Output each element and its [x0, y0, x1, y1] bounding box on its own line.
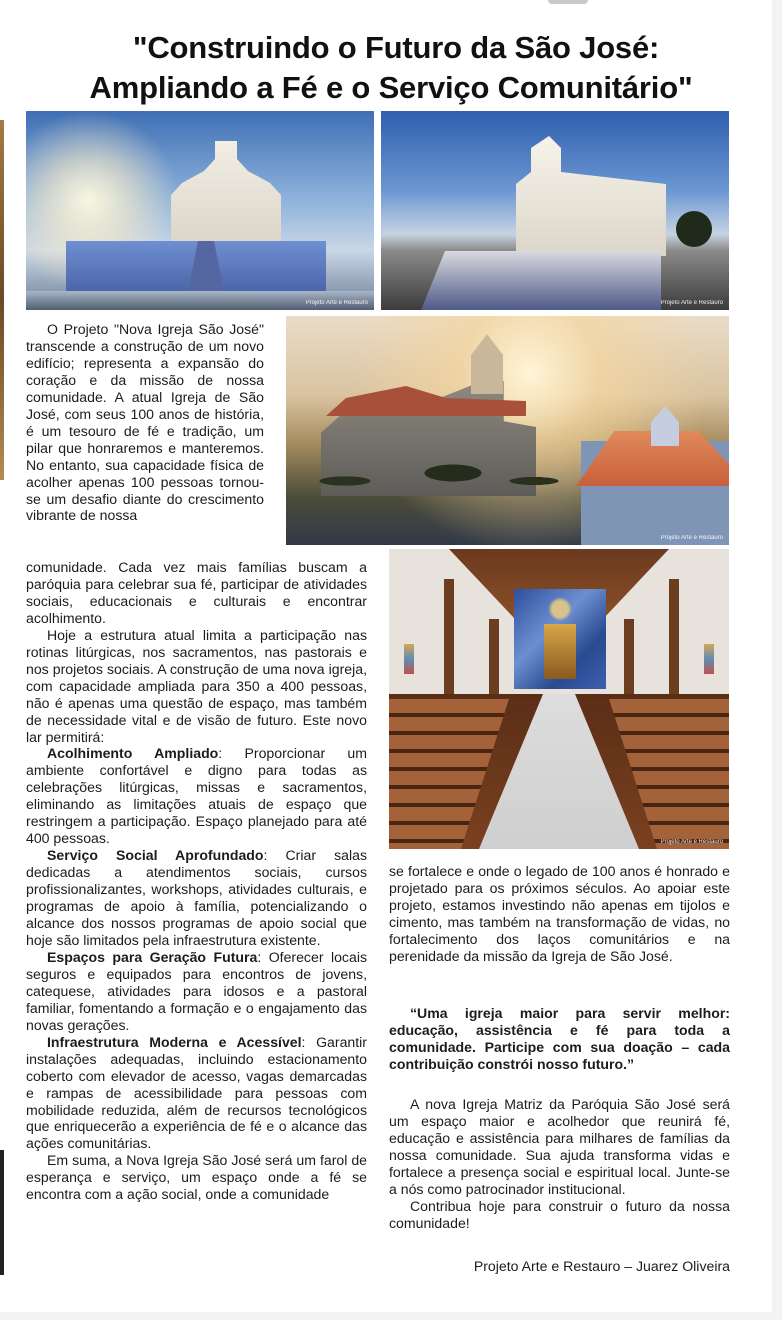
paragraph-suma-continued: se fortalece e onde o legado de 100 anos é honrado e projetado para os próximos séculos. Ao apoiar este projeto, estamos investindo não apenas em tijolos e cimento, mas também na transformação de vidas, no fortalecimento dos laços comunitários e na perenidade da missão da Igreja de São José. [389, 863, 730, 964]
item-heading: Espaços para Geração Futura [47, 948, 258, 965]
item-heading: Serviço Social Aprofundado [47, 847, 264, 864]
tree-shape [676, 211, 712, 247]
intro-text: O Projeto "Nova Igreja São José" transcende a construção de um novo edifício; representa a expansão do coração e da missão de nossa comunidade. A atual Igreja de São José, com seus 100 anos de história, é um tesouro de fé e tradição, um pilar que honraremos e manteremos. No entanto, sua capacidade física de acolher apenas 100 pessoas tornou-se um desafio diante do crescimento vibrante de nossa [26, 321, 264, 524]
stained-glass-shape [704, 644, 714, 674]
column-shape [489, 619, 499, 699]
item-servico-social [26, 847, 367, 949]
image-watermark: Projeto Arte e Restauro [305, 300, 368, 306]
item-text: : Proporcionar um ambiente confortável e digno para todas as celebrações litúrgicas, missas e sacramentos, eliminando as limitações atuais de espaço que restringem a participação. Espaço planejado para até 400 pessoas. [26, 745, 367, 847]
right-column-text [389, 863, 730, 965]
paragraph-contribua: Contribua hoje para construir o futuro da nossa comunidade! [389, 1197, 730, 1231]
palm-trees-shape [291, 441, 561, 521]
item-heading: Infraestrutura Moderna e Acessível [47, 1033, 302, 1050]
item-acolhimento [26, 745, 367, 847]
church-sunset-render-image [286, 316, 729, 545]
church-side-render-image [381, 111, 729, 310]
item-espacos [26, 949, 367, 1034]
item-text: : Garantir instalações adequadas, incluindo estacionamento coberto com elevador de acesso, vagas demarcadas e rampas de acessibilidade para pessoas com mobilidade reduzida, além de recursos tecnológicos que enriquecerão a experiência de fé e o alcance das ações comunitárias. [26, 1033, 367, 1152]
paragraph-hoje: Hoje a estrutura atual limita a participação nas rotinas litúrgicas, nos sacramentos, nas pastorais e nos projetos sociais. A construção de uma nova igreja, com capacidade ampliada para 350 a 400 pessoas, não é apenas uma questão de espaço, mas também de necessidade vital e de visão de futuro. Este novo lar permitirá: [26, 626, 367, 745]
article-title-line-1: "Construindo o Futuro da São José: [132, 30, 660, 65]
left-column-text [26, 559, 367, 1203]
item-infraestrutura [26, 1034, 367, 1153]
bell-tower-shape [471, 334, 503, 394]
paragraph-matriz: A nova Igreja Matriz da Paróquia São José será um espaço maior e acolhedor que reunirá fé, educação e assistência para milhares de famílias da nossa comunidade. Sua ajuda transforma vidas e fortalece a presença social e espiritual local. Junte-se a nós como patrocinador institucional. [389, 1096, 730, 1197]
old-church-tower-shape [651, 406, 679, 446]
signature: Projeto Arte e Restauro – Juarez Oliveira [473, 1258, 730, 1274]
adjacent-page-image-edge [0, 1150, 4, 1275]
item-text: : Criar salas dedicadas a atendimentos sociais, cursos profissionalizantes, workshops, atividades culturais, e programas de apoio à família, potencializando o alcance dos nossos programas de apoio social que hoje são limitados pela infraestrutura existente. [26, 847, 367, 948]
item-heading: Acolhimento Ampliado [47, 745, 219, 762]
column-shape [444, 579, 454, 699]
paragraph-suma: Em suma, a Nova Igreja São José será um farol de esperança e serviço, um espaço onde a fé se encontra com a ação social, onde a comunidade [26, 1152, 367, 1203]
pull-quote: “Uma igreja maior para servir melhor: educação, assistência e fé para toda a comunidade. Participe com sua doação – cada contribuição constrói nosso futuro.” [389, 1005, 730, 1072]
image-watermark: Projeto Arte e Restauro [660, 839, 723, 845]
column-shape [624, 619, 634, 699]
altar-shape [544, 624, 576, 679]
image-watermark: Projeto Arte e Restauro [660, 535, 723, 541]
church-front-render-image [26, 111, 374, 310]
column-shape [669, 579, 679, 699]
adjacent-page-image-edge [0, 120, 4, 480]
church-base-shape [421, 251, 661, 310]
top-decoration [548, 0, 588, 4]
image-watermark: Projeto Arte e Restauro [660, 300, 723, 306]
intro-paragraph-narrow [26, 321, 264, 524]
closing-text [389, 1096, 730, 1232]
intro-text-continued: comunidade. Cada vez mais famílias buscam a paróquia para celebrar sua fé, participar de atividades sociais, educacionais e culturais e encontrar acolhimento. [26, 559, 367, 626]
church-body-shape [516, 136, 666, 256]
stained-glass-shape [404, 644, 414, 674]
item-text: : Oferecer locais seguros e equipados para encontros de jovens, catequese, atividades para idosos e a pastoral familiar, fomentando a formação e o engajamento das novas gerações. [26, 948, 367, 1033]
church-interior-render-image [389, 549, 729, 849]
article-title-line-2: Ampliando a Fé e o Serviço Comunitário" [89, 70, 693, 105]
